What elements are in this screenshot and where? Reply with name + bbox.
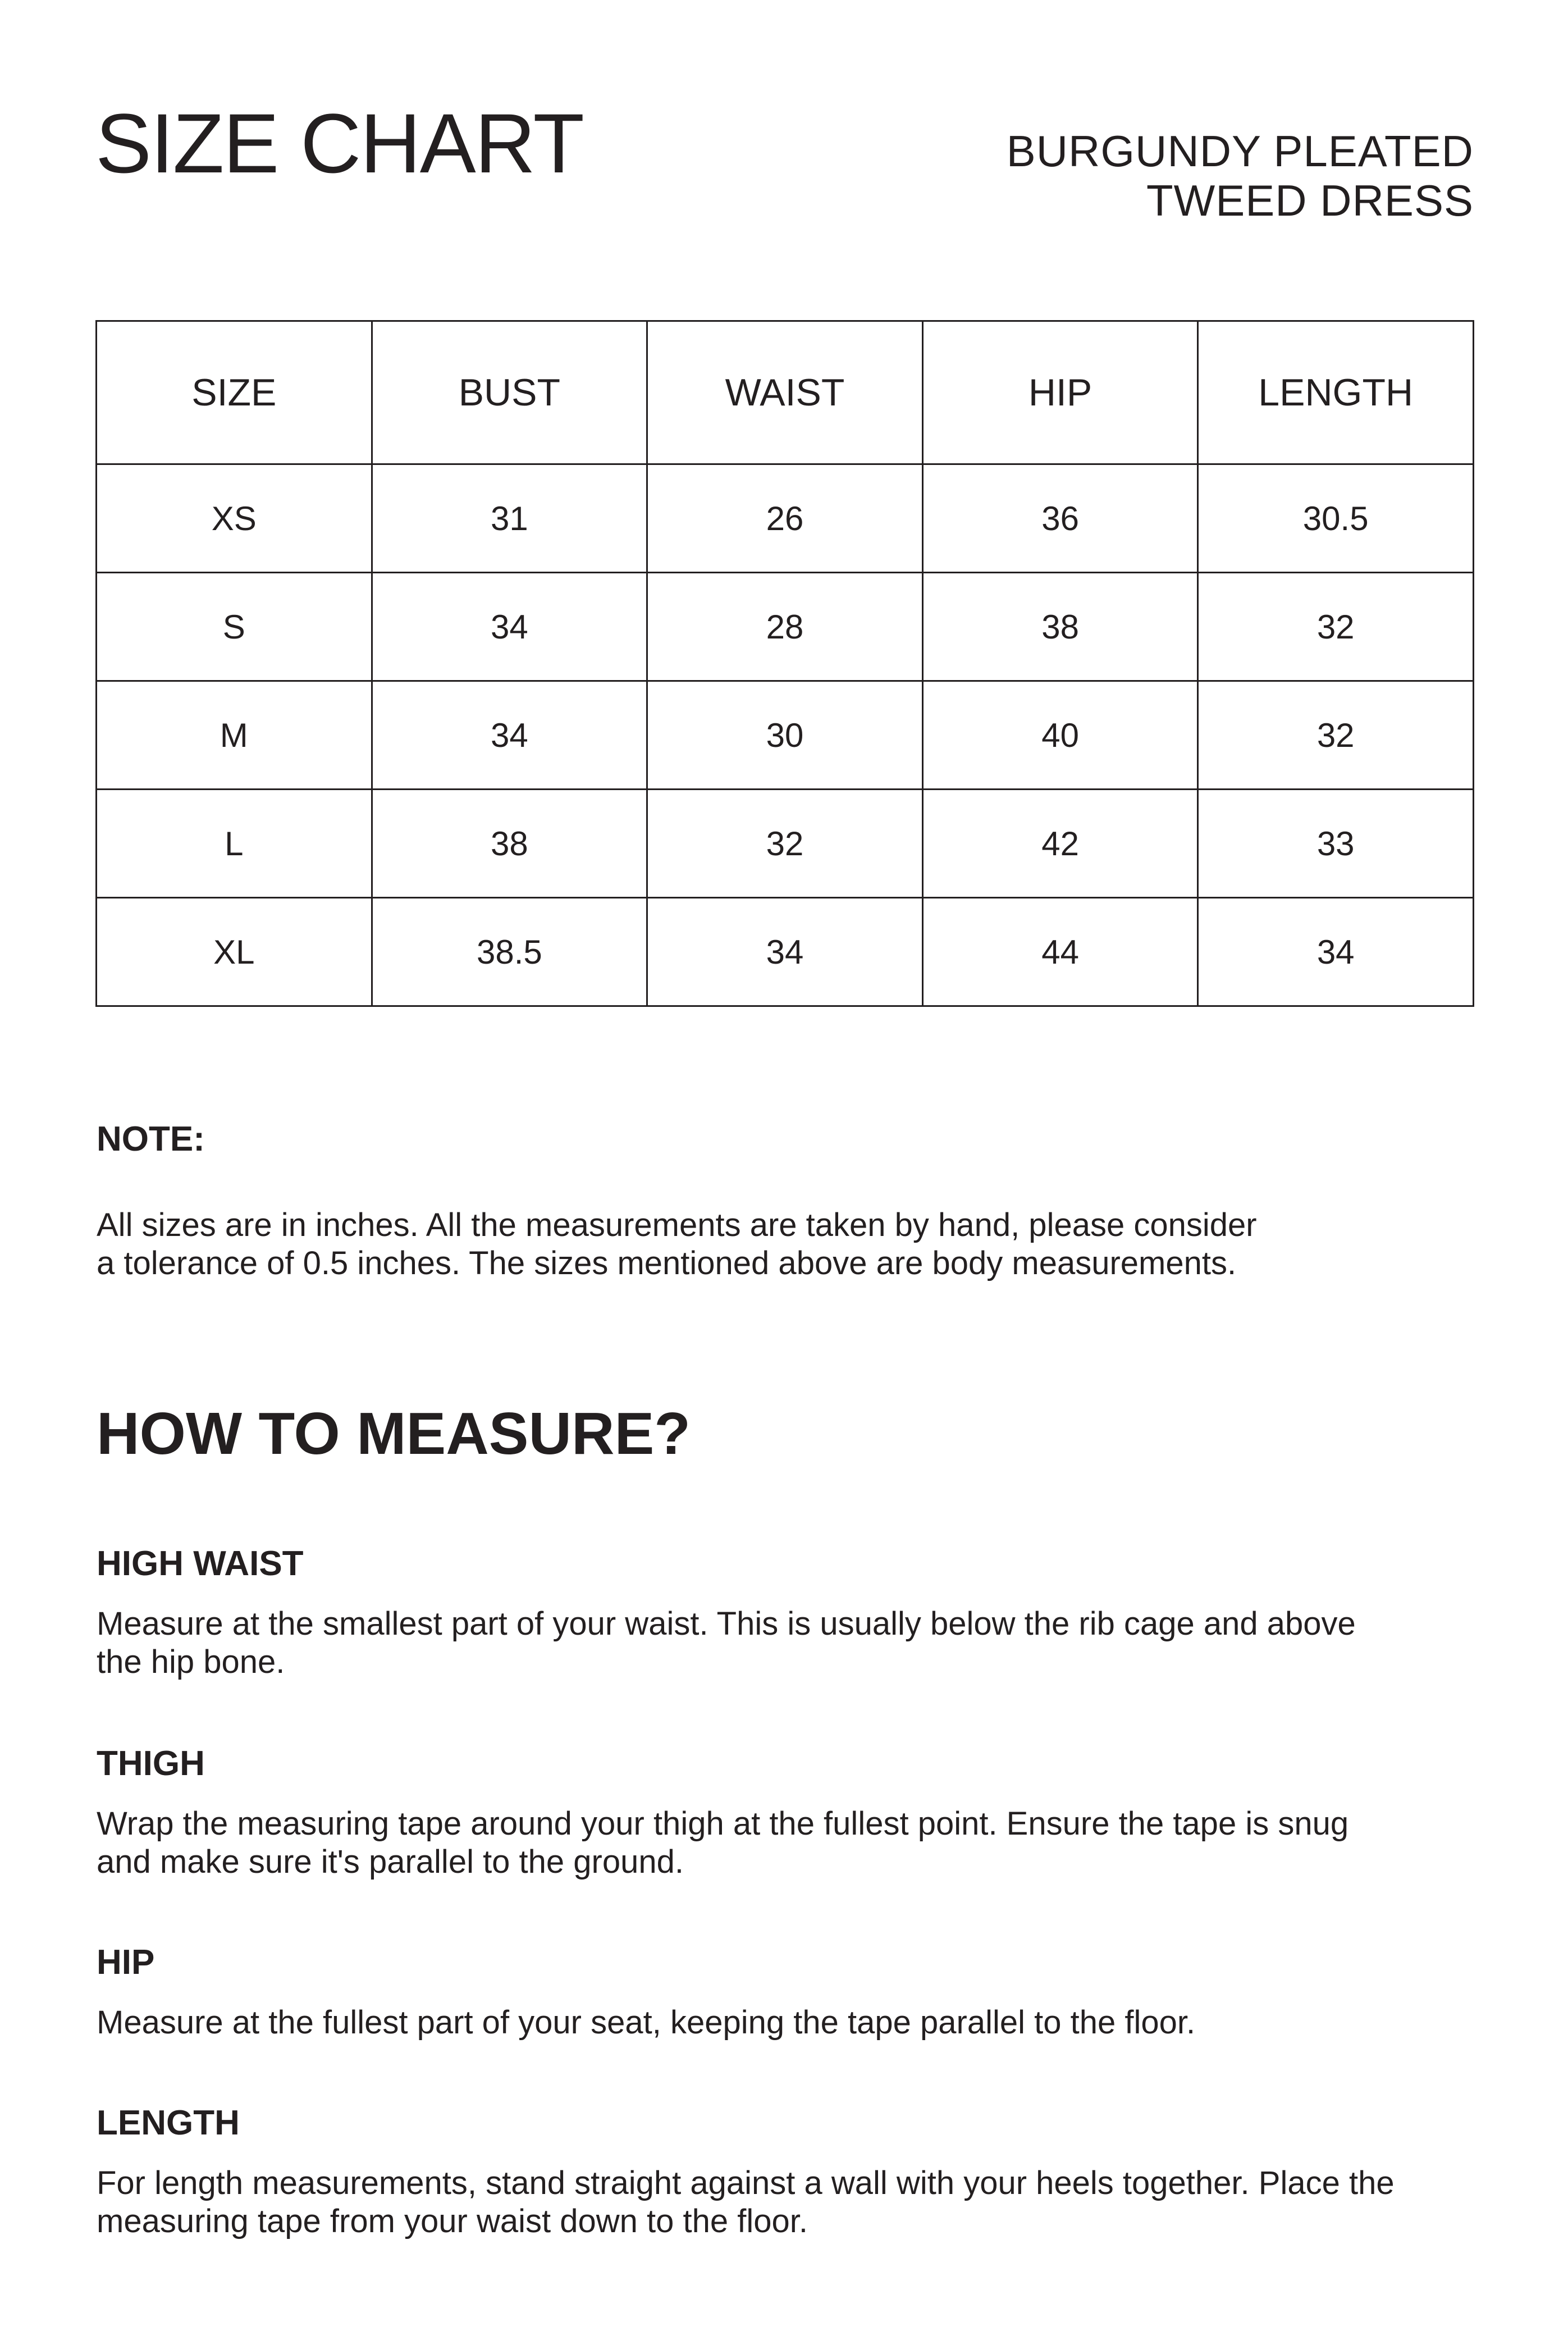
product-name (1007, 126, 1474, 225)
cell-waist: 26 (647, 464, 923, 573)
cell-size: L (97, 790, 372, 898)
cell-bust: 31 (372, 464, 647, 573)
cell-size: M (97, 681, 372, 790)
section-description (97, 2164, 1433, 2241)
cell-hip: 40 (922, 681, 1198, 790)
column-header-length: LENGTH (1198, 321, 1474, 464)
measure-section-length (97, 2106, 1433, 2241)
section-title: LENGTH (97, 2104, 240, 2142)
note-line-2: a tolerance of 0.5 inches. The sizes mentioned above are body measurements. (97, 1245, 1237, 1281)
cell-hip: 38 (922, 573, 1198, 681)
description-line-1: Measure at the fullest part of your seat, keeping the tape parallel to the floor. (97, 2004, 1196, 2041)
section-title: HIP (97, 1943, 155, 1982)
cell-length: 32 (1198, 573, 1474, 681)
cell-hip: 36 (922, 464, 1198, 573)
cell-length: 30.5 (1198, 464, 1474, 573)
cell-length: 32 (1198, 681, 1474, 790)
column-header-bust: BUST (372, 321, 647, 464)
measure-section-hip (97, 1945, 1433, 2042)
note-heading: NOTE: (97, 1120, 205, 1158)
how-to-measure-heading: HOW TO MEASURE? (97, 1401, 691, 1467)
column-header-waist: WAIST (647, 321, 923, 464)
cell-hip: 42 (922, 790, 1198, 898)
table-row (97, 573, 1474, 681)
cell-bust: 34 (372, 681, 647, 790)
column-header-size: SIZE (97, 321, 372, 464)
section-title: HIGH WAIST (97, 1544, 304, 1583)
cell-size: XL (97, 898, 372, 1006)
cell-waist: 30 (647, 681, 923, 790)
table-header-row (97, 321, 1474, 464)
description-line-1: For length measurements, stand straight against a wall with your heels together. Place the (97, 2165, 1395, 2201)
measure-section-thigh (97, 1746, 1433, 1881)
product-name-line-2: TWEED DRESS (1146, 176, 1474, 225)
description-line-1: Wrap the measuring tape around your thigh at the fullest point. Ensure the tape is snug (97, 1805, 1349, 1842)
note-body (97, 1206, 1388, 1283)
section-description (97, 1805, 1433, 1881)
description-line-2: and make sure it's parallel to the ground. (97, 1844, 684, 1880)
cell-size: S (97, 573, 372, 681)
table-row (97, 464, 1474, 573)
section-title: THIGH (97, 1744, 205, 1783)
description-line-2: the hip bone. (97, 1644, 285, 1680)
note-line-1: All sizes are in inches. All the measurements are taken by hand, please consider (97, 1207, 1257, 1243)
cell-bust: 38 (372, 790, 647, 898)
column-header-hip: HIP (922, 321, 1198, 464)
cell-length: 33 (1198, 790, 1474, 898)
cell-bust: 34 (372, 573, 647, 681)
size-table (95, 320, 1474, 1007)
cell-length: 34 (1198, 898, 1474, 1006)
cell-bust: 38.5 (372, 898, 647, 1006)
table-row (97, 681, 1474, 790)
table-row (97, 790, 1474, 898)
cell-waist: 28 (647, 573, 923, 681)
page-title: SIZE CHART (95, 96, 584, 190)
description-line-1: Measure at the smallest part of your waist. This is usually below the rib cage and above (97, 1605, 1356, 1642)
product-name-line-1: BURGUNDY PLEATED (1006, 126, 1474, 176)
cell-size: XS (97, 464, 372, 573)
cell-hip: 44 (922, 898, 1198, 1006)
cell-waist: 34 (647, 898, 923, 1006)
measure-section-high-waist (97, 1544, 1433, 1681)
cell-waist: 32 (647, 790, 923, 898)
table-row (97, 898, 1474, 1006)
section-description (97, 2004, 1433, 2042)
description-line-2: measuring tape from your waist down to the floor. (97, 2203, 808, 2239)
section-description (97, 1605, 1433, 1681)
